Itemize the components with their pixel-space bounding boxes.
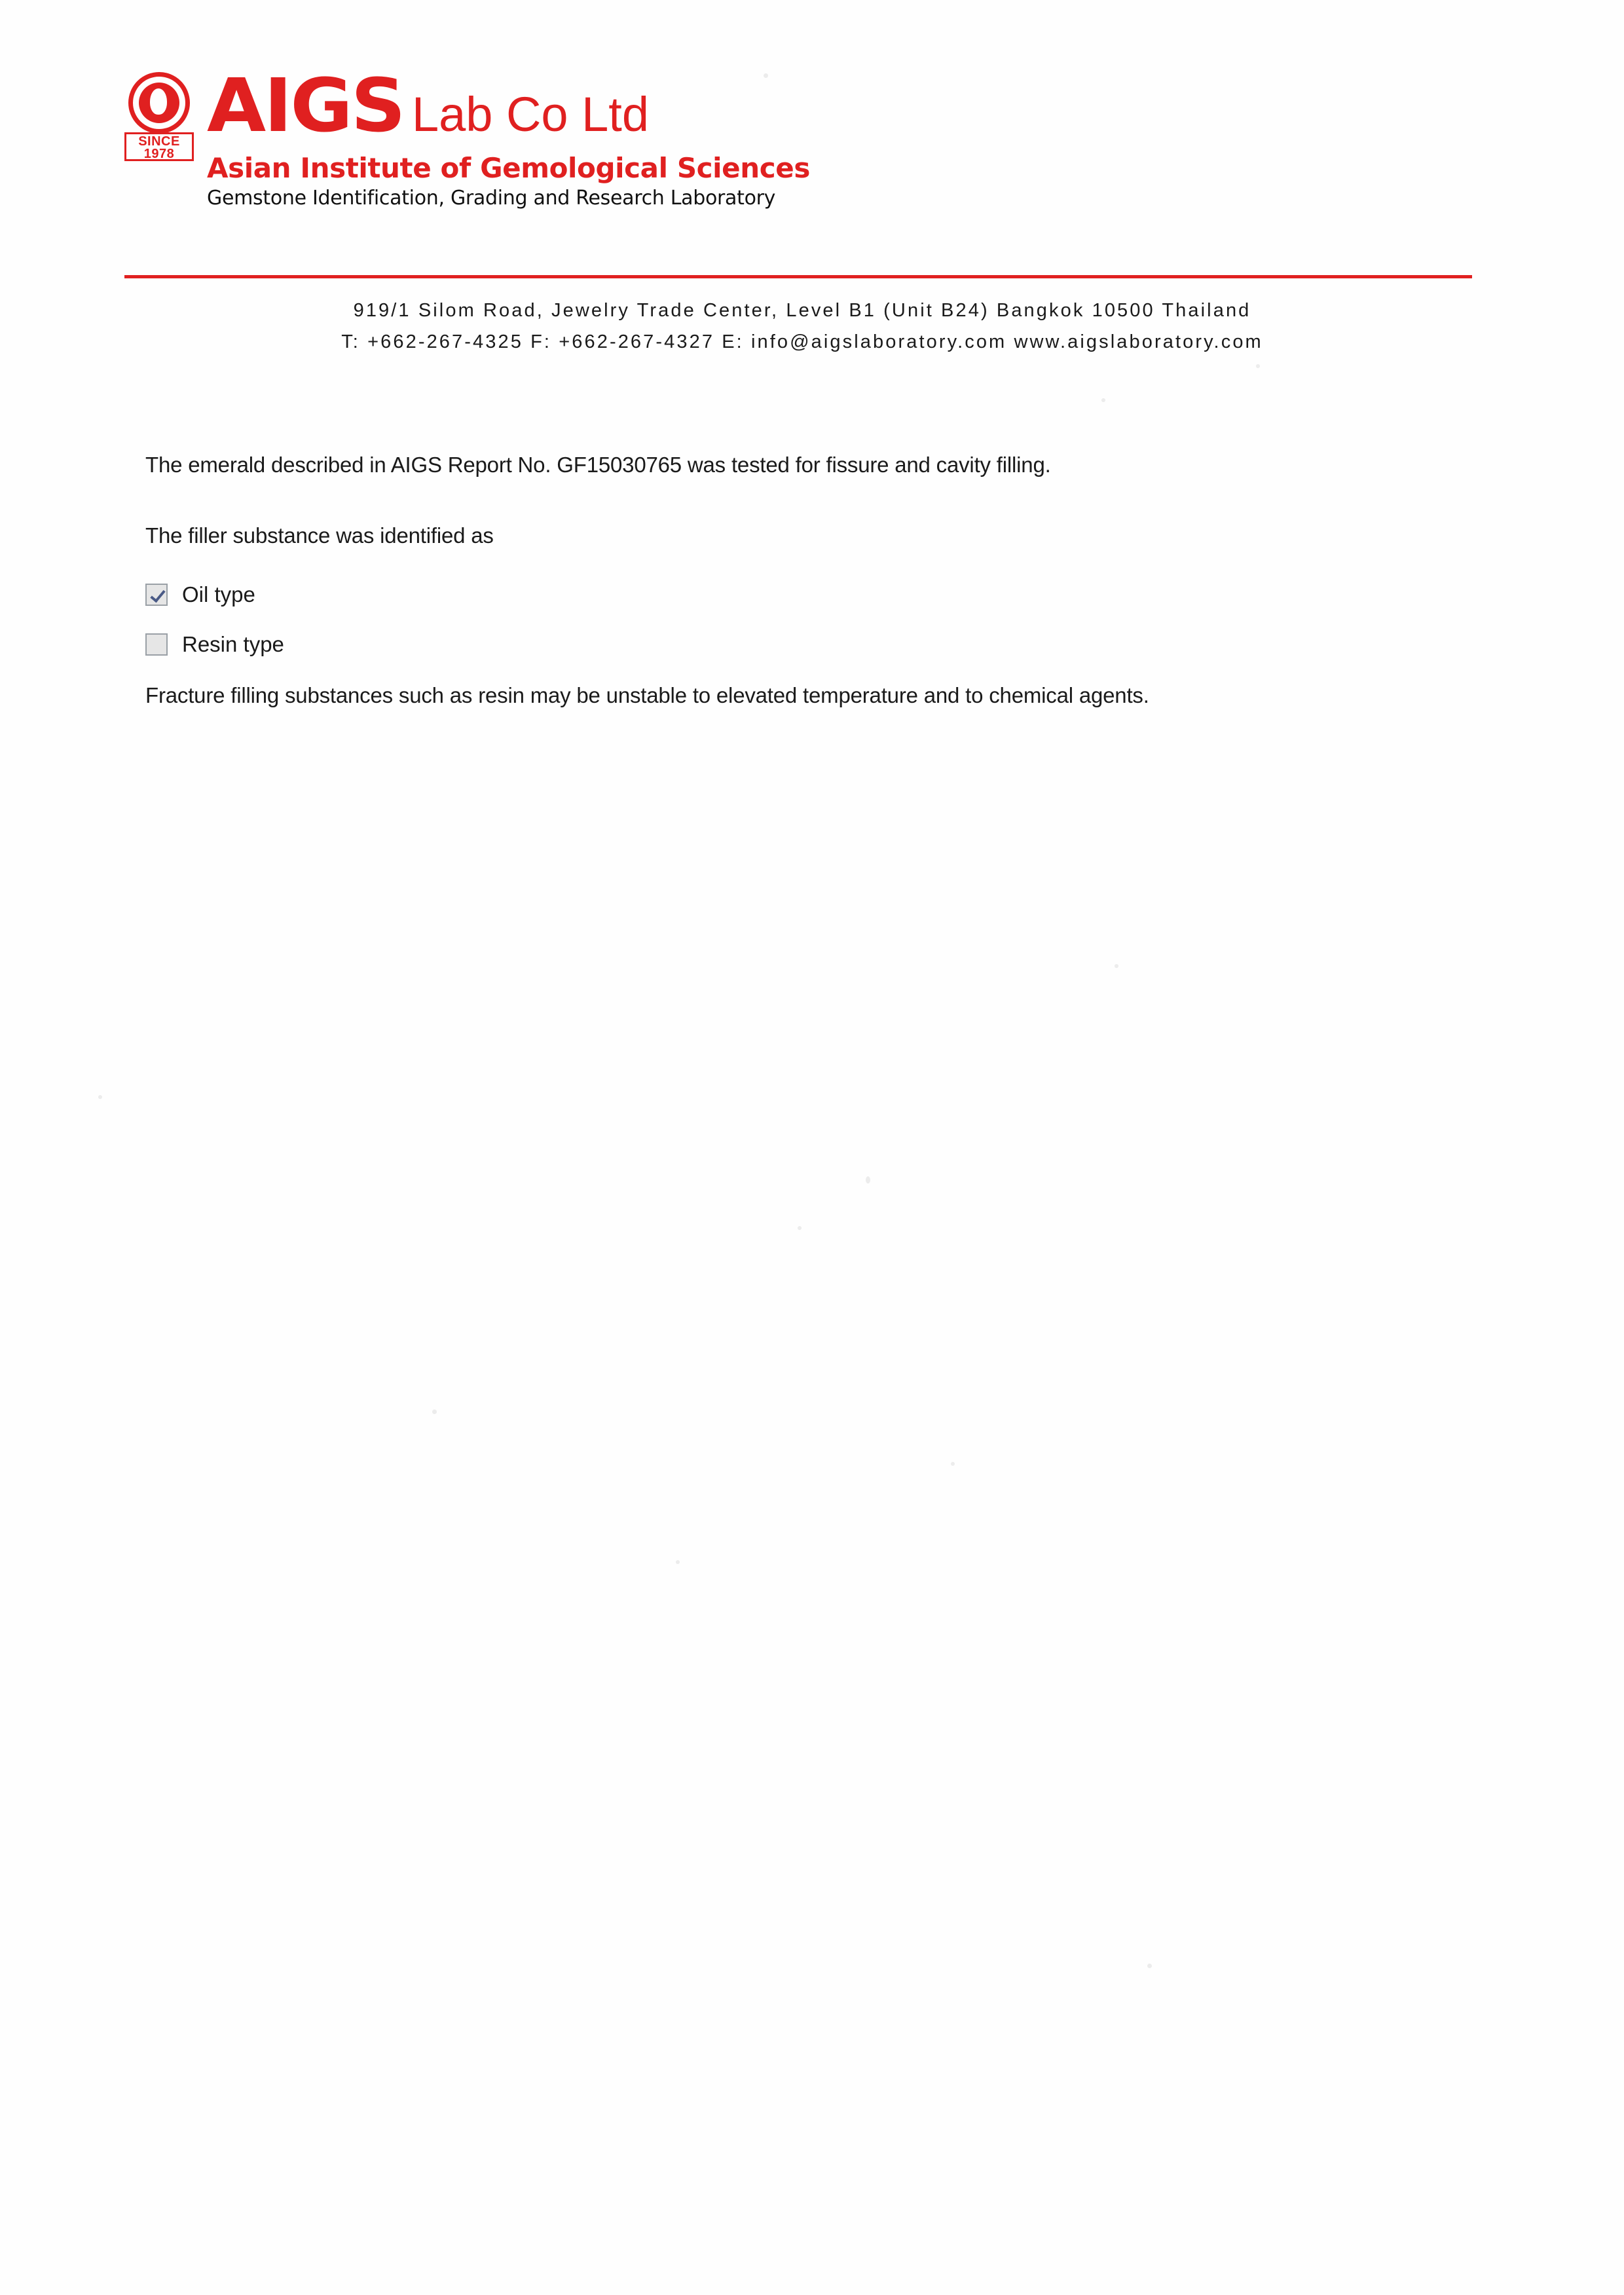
brand-suffix: Lab Co Ltd <box>411 87 650 141</box>
intro-paragraph: The emerald described in AIGS Report No. GF15030765 was tested for fissure and cavity filling. <box>145 453 1051 477</box>
brand-main <box>207 64 810 149</box>
seal-since-line2: 1978 <box>143 147 175 161</box>
report-body <box>145 452 1449 709</box>
option-oil-type[interactable] <box>145 583 1449 606</box>
seal-since-line1: SINCE <box>138 134 180 149</box>
scan-speck <box>1147 1964 1152 1968</box>
scan-speck <box>798 1226 802 1230</box>
scan-speck <box>764 73 768 78</box>
scan-speck <box>1115 964 1118 968</box>
checkbox-resin-type[interactable] <box>145 633 168 656</box>
header-divider <box>124 275 1472 278</box>
address-block <box>124 295 1480 358</box>
disclaimer-paragraph: Fracture filling substances such as resin may be unstable to elevated temperature and to chemical agents. <box>145 683 1149 707</box>
seal-since-badge <box>124 132 194 161</box>
brand-block <box>207 64 810 210</box>
option-oil-type-label: Oil type <box>182 582 255 606</box>
scan-speck <box>951 1462 955 1466</box>
scan-speck <box>676 1560 680 1564</box>
lab-tagline: Gemstone Identification, Grading and Research Laboratory <box>207 187 776 210</box>
scan-speck <box>866 1176 870 1184</box>
letterhead <box>124 64 1473 210</box>
scan-speck <box>432 1409 437 1414</box>
scan-speck <box>1101 398 1105 402</box>
scan-speck <box>1256 364 1260 368</box>
address-line-1: 919/1 Silom Road, Jewelry Trade Center, Level B1 (Unit B24) Bangkok 10500 Thailand <box>353 300 1251 321</box>
aigs-seal-icon <box>124 72 195 159</box>
seal-emblem-icon <box>139 83 179 123</box>
option-resin-type[interactable] <box>145 633 1449 656</box>
filler-lead-paragraph: The filler substance was identified as <box>145 523 494 548</box>
brand-name: AIGS <box>207 64 404 149</box>
institute-name: Asian Institute of Gemological Sciences <box>207 152 810 184</box>
address-line-2: T: +662-267-4325 F: +662-267-4327 E: info@aigslaboratory.com www.aigslaboratory.com <box>341 331 1263 352</box>
scan-speck <box>98 1095 102 1099</box>
checkbox-oil-type[interactable] <box>145 584 168 606</box>
option-resin-type-label: Resin type <box>182 632 284 656</box>
logo-row <box>124 64 1473 210</box>
